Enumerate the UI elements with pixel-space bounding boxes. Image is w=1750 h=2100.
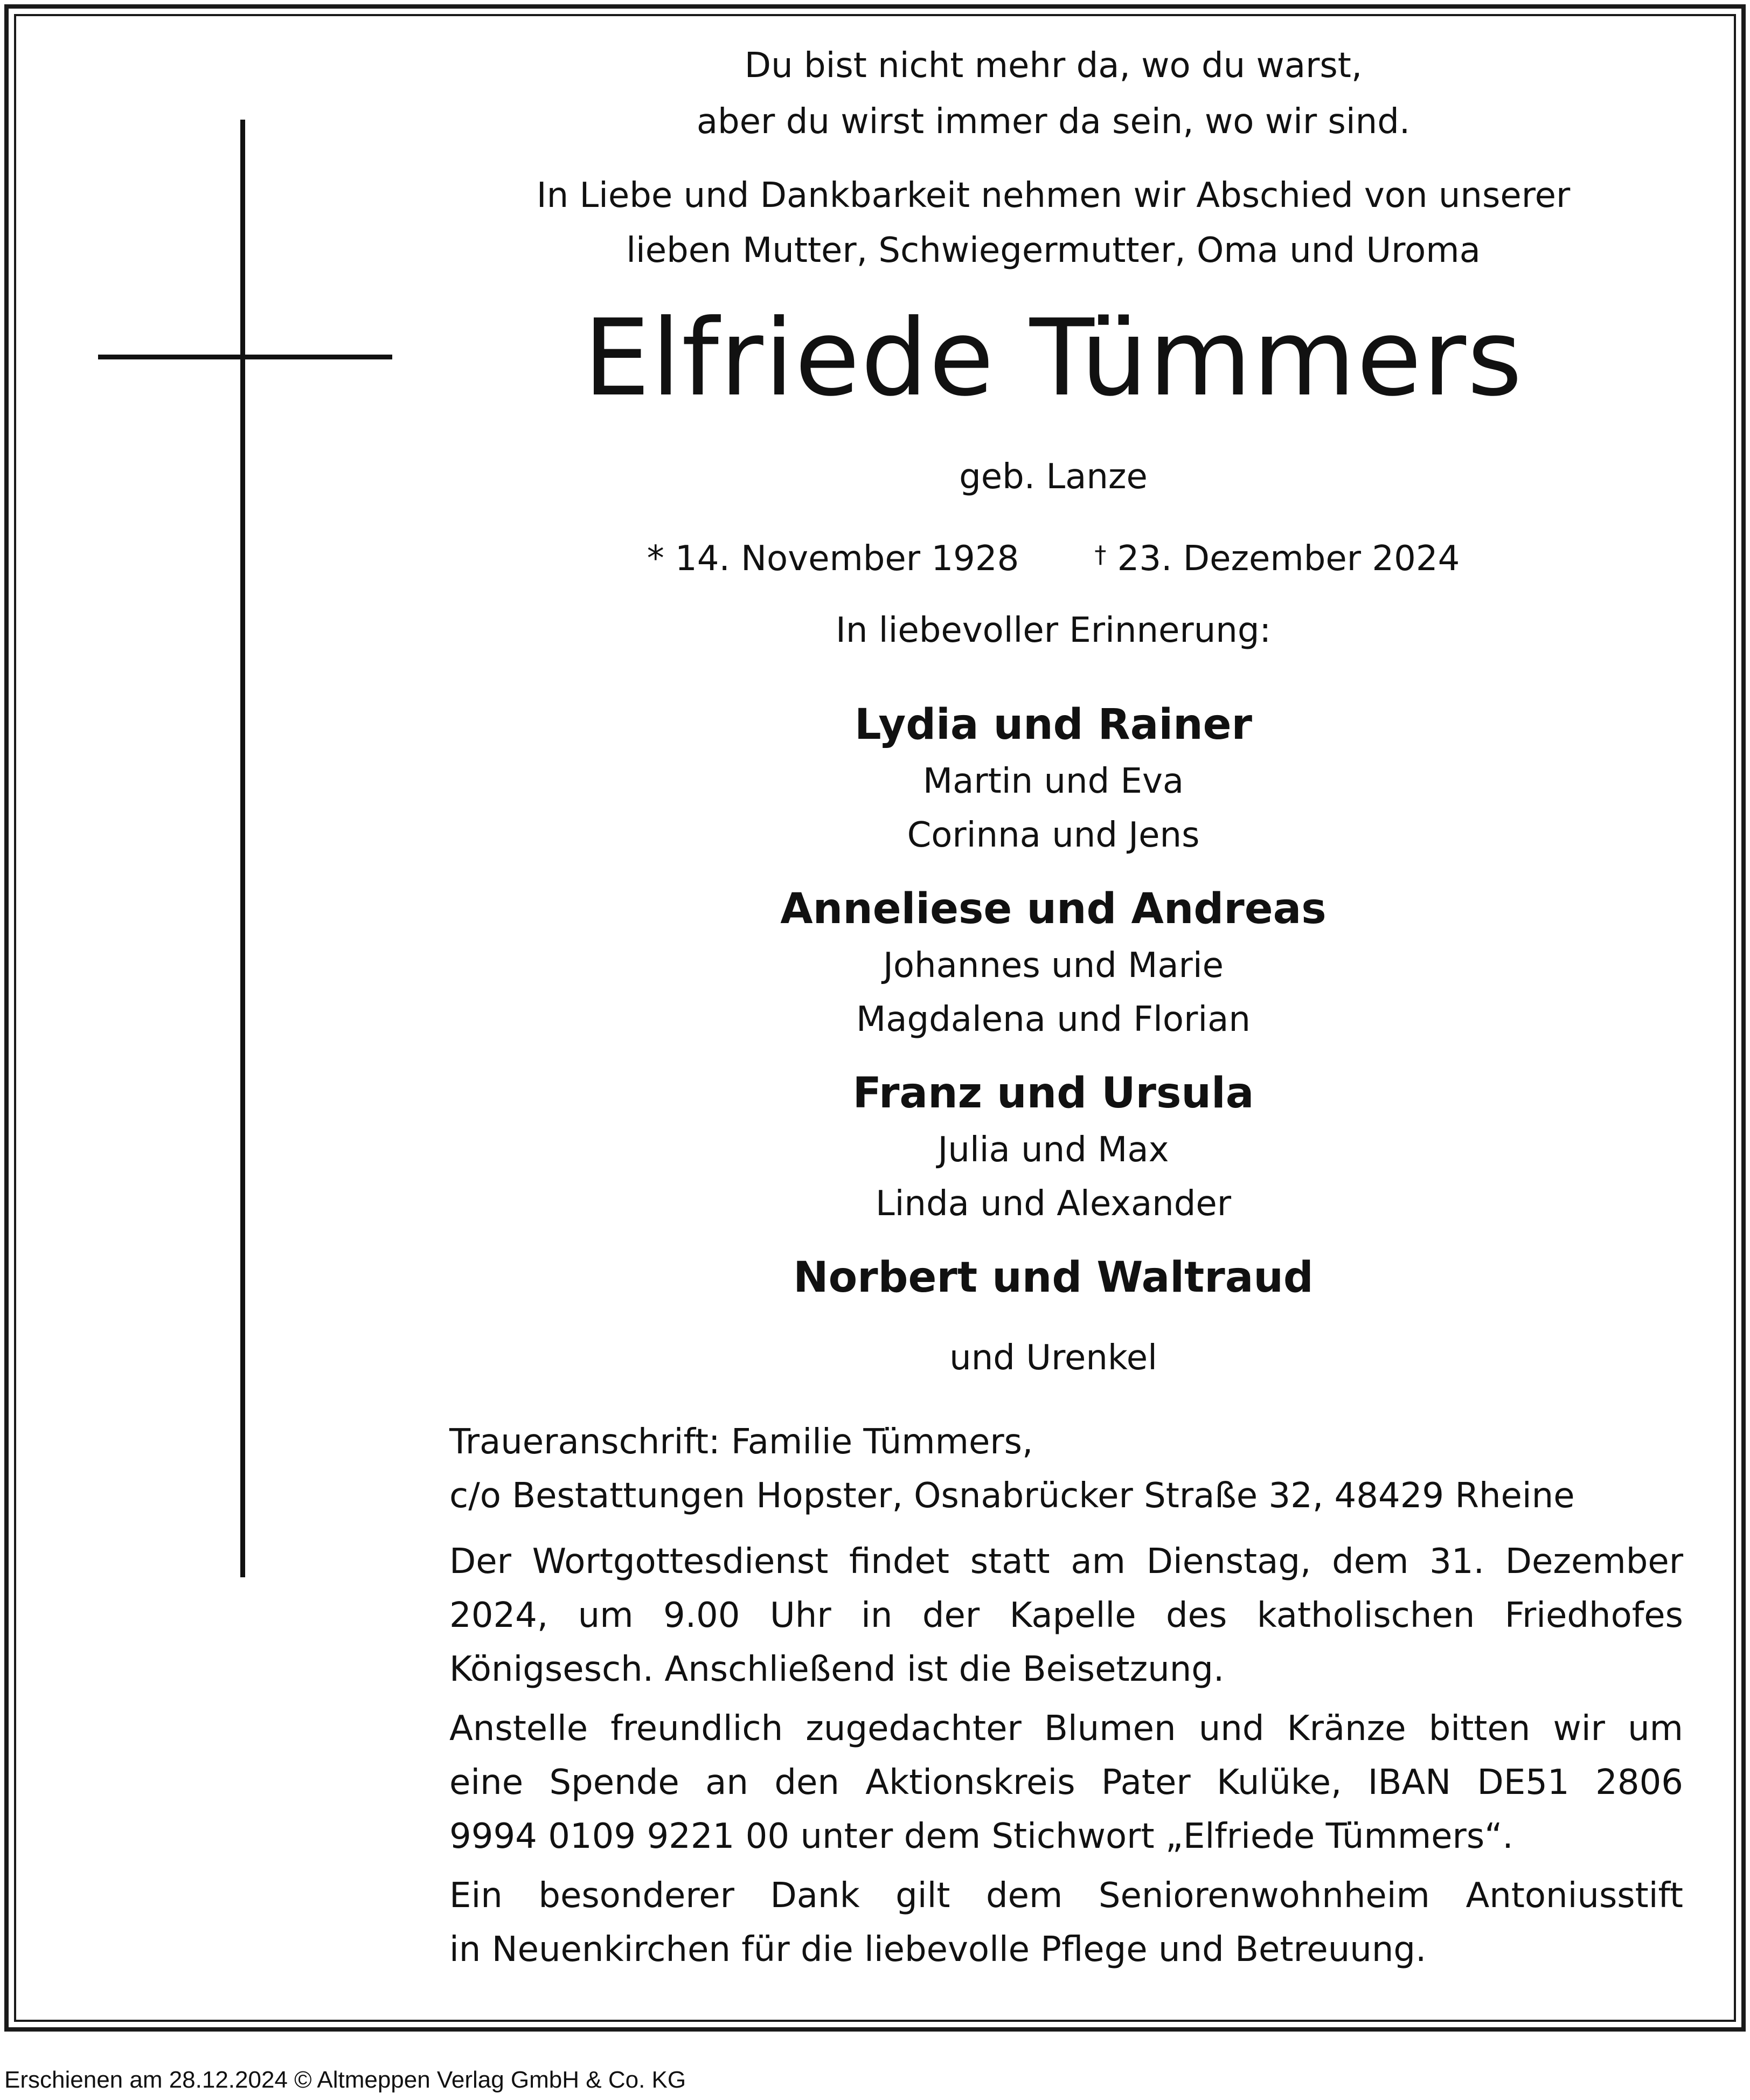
memory-heading: In liebevoller Erinnerung: xyxy=(836,611,1271,650)
death-date: 23. Dezember 2024 xyxy=(1117,539,1460,579)
family-head: Franz und Ursula xyxy=(852,1069,1254,1118)
family-head: Lydia und Rainer xyxy=(855,701,1252,749)
family-member: Johannes und Marie xyxy=(883,946,1224,986)
service-line: Königsesch. Anschließend ist die Beisetzung. xyxy=(449,1649,1225,1689)
thanks-line: Ein besonderer Dank gilt dem Seniorenwohnheim Antoniusstift xyxy=(449,1876,1683,1916)
family-member: Corinna und Jens xyxy=(907,815,1200,855)
family-head: Norbert und Waltraud xyxy=(793,1253,1314,1302)
service-info xyxy=(449,1535,1683,1696)
motto-line: Du bist nicht mehr da, wo du warst, xyxy=(744,46,1363,86)
family-member: Linda und Alexander xyxy=(875,1184,1232,1224)
intro-line: In Liebe und Dankbarkeit nehmen wir Abschied von unserer xyxy=(536,176,1571,216)
birth-date: 14. November 1928 xyxy=(675,539,1019,579)
family-group xyxy=(420,695,1686,862)
family-head: Anneliese und Andreas xyxy=(780,885,1327,933)
deceased-name: Elfriede Tümmers xyxy=(583,297,1524,420)
publication-footer: Erschienen am 28.12.2024 © Altmeppen Verlag GmbH & Co. KG xyxy=(4,2067,686,2093)
motto-line: aber du wirst immer da sein, wo wir sind. xyxy=(696,102,1411,142)
donation-info xyxy=(449,1702,1683,1863)
donation-line: 9994 0109 9221 00 unter dem Stichwort „Elfriede Tümmers“. xyxy=(449,1817,1513,1856)
address-line: Traueranschrift: Familie Tümmers, xyxy=(449,1422,1033,1462)
intro-text xyxy=(420,168,1686,278)
family-member: Martin und Eva xyxy=(922,761,1184,801)
donation-line: eine Spende an den Aktionskreis Pater Kulüke, IBAN DE51 2806 xyxy=(449,1763,1683,1803)
address-line: c/o Bestattungen Hopster, Osnabrücker Straße 32, 48429 Rheine xyxy=(449,1476,1575,1516)
donation-line: Anstelle freundlich zugedachter Blumen und Kränze bitten wir um xyxy=(449,1709,1683,1749)
cross-icon-vertical-bar xyxy=(240,120,245,1577)
family-group xyxy=(420,1248,1686,1307)
family-member: Julia und Max xyxy=(938,1130,1169,1170)
cross-icon-horizontal-bar xyxy=(98,355,392,359)
life-dates xyxy=(420,531,1686,583)
service-line: 2024, um 9.00 Uhr in der Kapelle des katholischen Friedhofes xyxy=(449,1596,1683,1635)
thanks-line: in Neuenkirchen für die liebevolle Pflege und Betreuung. xyxy=(449,1930,1427,1970)
mourning-address xyxy=(449,1415,1683,1523)
service-line: Der Wortgottesdienst findet statt am Dienstag, dem 31. Dezember xyxy=(449,1542,1683,1582)
family-group xyxy=(420,1064,1686,1231)
death-cross-icon: † xyxy=(1094,541,1107,569)
intro-line: lieben Mutter, Schwiegermutter, Oma und Uroma xyxy=(626,231,1481,271)
family-group xyxy=(420,879,1686,1046)
birth-symbol: * xyxy=(647,539,664,579)
thanks-note xyxy=(449,1869,1683,1977)
family-member: Magdalena und Florian xyxy=(856,1000,1251,1039)
born-name: geb. Lanze xyxy=(959,457,1148,497)
motto xyxy=(420,38,1686,150)
grandkids-line: und Urenkel xyxy=(949,1338,1157,1378)
